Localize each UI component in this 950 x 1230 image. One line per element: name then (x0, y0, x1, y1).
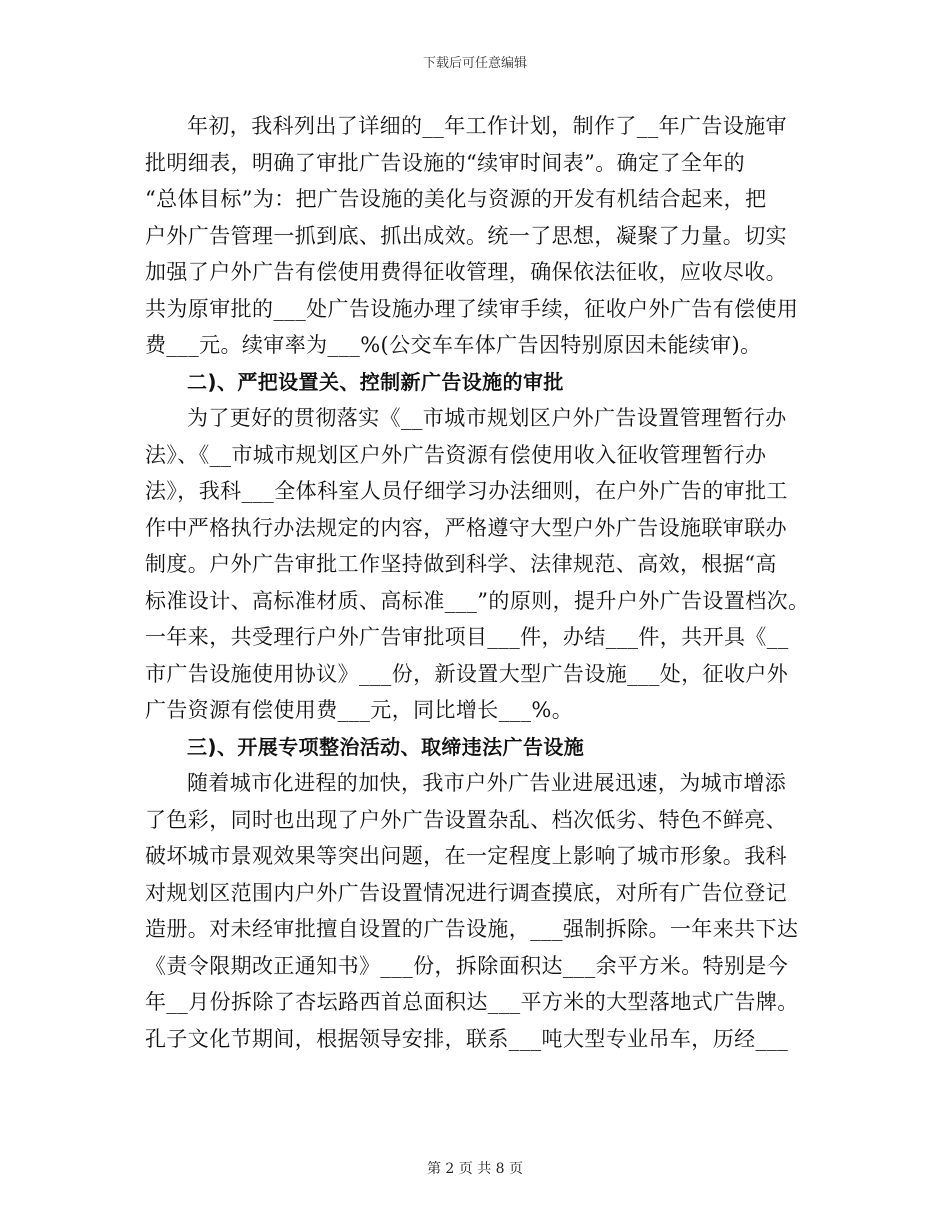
paragraph-line: 标准设计、高标准材质、高标准___”的原则，提升户外广告设置档次。 (145, 588, 810, 613)
paragraph-line: 加强了户外广告有偿使用费得征收管理，确保依法征收，应收尽收。 (145, 260, 787, 284)
paragraph-line: 孔子文化节期间，根据领导安排，联系___吨大型专业吊车，历经___ (145, 1026, 789, 1051)
paragraph-line: 破坏城市景观效果等突出问题，在一定程度上影响了城市形象。我科 (145, 844, 787, 868)
paragraph-line: 法》、《__市城市规划区户外广告资源有偿使用收入征收管理暂行办 (145, 442, 767, 467)
paragraph-line: 对规划区范围内户外广告设置情况进行调查摸底，对所有广告位登记 (145, 880, 787, 905)
paragraph-line: 一年来，共受理行户外广告审批项目___件，办结___件，共开具《__ (145, 625, 789, 649)
paragraph-line: 广告资源有偿使用费___元，同比增长___%。 (145, 698, 574, 722)
paragraph-line: 随着城市化进程的加快，我市户外广告业进展迅速，为城市增添 (187, 771, 787, 795)
paragraph-line: 造册。对未经审批擅自设置的广告设施，___强制拆除。一年来共下达 (145, 917, 799, 941)
paragraph-line: 《责令限期改正通知书》___份，拆除面积达___余平方米。特别是今 (145, 953, 789, 978)
paragraph-line: 户外广告管理一抓到底、抓出成效。统一了思想，凝聚了力量。切实 (145, 223, 787, 248)
paragraph-line: 为了更好的贯彻落实《__市城市规划区户外广告设置管理暂行办 (187, 406, 787, 430)
paragraph-line: 了色彩，同时也出现了户外广告设置杂乱、档次低劣、特色不鲜亮、 (145, 807, 787, 832)
paragraph-line: 作中严格执行办法规定的内容，严格遵守大型户外广告设施联审联办 (145, 515, 787, 540)
paragraph-line: 市广告设施使用协议》___份，新设置大型广告设施___处，征收户外 (145, 661, 789, 686)
paragraph-line: 批明细表，明确了审批广告设施的“续审时间表”。确定了全年的 (145, 150, 746, 175)
document-body (145, 108, 810, 1057)
section-heading: 二)、严把设置关、控制新广告设施的审批 (187, 369, 564, 394)
paragraph-line: 年初，我科列出了详细的__年工作计划，制作了__年广告设施审 (187, 114, 787, 138)
paragraph-line: 法》，我科___全体科室人员仔细学习办法细则，在户外广告的审批工 (145, 479, 788, 503)
paragraph-line: 费___元。续审率为___%(公交车车体广告因特别原因未能续审)。 (145, 333, 762, 357)
paragraph-line: “总体目标”为：把广告设施的美化与资源的开发有机结合起来，把 (145, 187, 767, 211)
paragraph-line: 制度。户外广告审批工作坚持做到科学、法律规范、高效，根据“高 (145, 552, 777, 576)
page-footer: 第 2 页 共 8 页 (426, 1161, 524, 1177)
paragraph-line: 共为原审批的___处广告设施办理了续审手续，征收户外广告有偿使用 (145, 296, 799, 321)
section-heading: 三)、开展专项整治活动、取缔违法广告设施 (187, 734, 585, 759)
paragraph-line: 年__月份拆除了杏坛路西首总面积达___平方米的大型落地式广告牌。 (145, 990, 799, 1014)
page-header: 下载后可任意编辑 (422, 56, 527, 71)
